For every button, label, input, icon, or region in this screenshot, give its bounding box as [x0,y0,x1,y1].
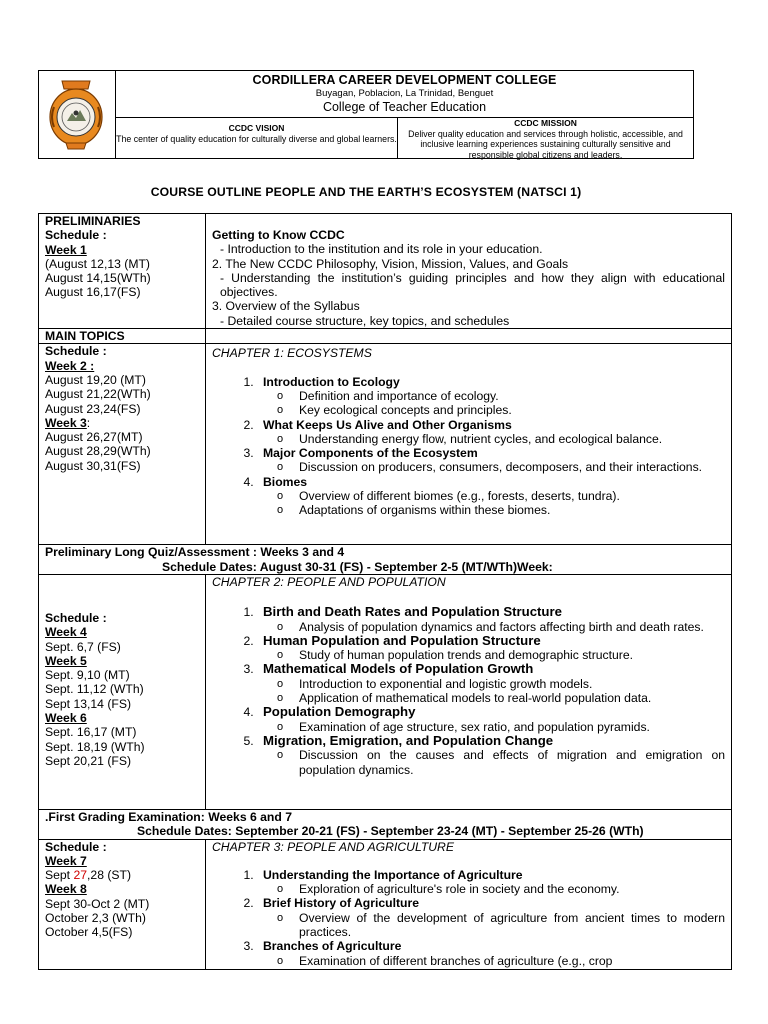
week-label: Week 4 [45,625,87,640]
date-line: Sept. 9,10 (MT) [45,668,130,683]
topic-title: Branches of Agriculture [263,939,402,954]
date-highlight: 27 [73,868,88,883]
date-line: Sept 30-Oct 2 (MT) [45,896,150,911]
table-row [39,329,732,344]
first-exam-cell [39,809,732,839]
mission-heading: CCDC MISSION [514,118,577,128]
subtopic: o Adaptations of organisms within these biomes. [299,503,725,517]
list-item [257,375,725,418]
subtopic: o Overview of the development of agriculture from ancient times to modern practices. [299,911,725,940]
subtopic: o Exploration of agriculture's role in society and the economy. [299,882,725,896]
exam-line: Preliminary Long Quiz/Assessment : Weeks 3 and 4 [45,545,345,560]
date-suffix: ,28 (ST) [87,868,132,883]
document-header [38,70,694,159]
subtopic: o Overview of different biomes (e.g., forests, deserts, tundra). [299,489,725,503]
empty-cell [206,329,732,344]
course-outline-table [38,213,732,970]
date-line: August 19,20 (MT) [45,372,146,387]
date-line: August 14,15(WTh) [45,271,151,286]
content-line: 3. Overview of the Syllabus [212,299,360,314]
topic-title: Major Components of the Ecosystem [263,446,478,461]
topic-title: Understanding the Importance of Agriculture [263,867,523,882]
subtopic: o Examination of age structure, sex ratio, and population pyramids. [299,720,725,734]
mission-cell [398,118,693,158]
table-row [39,809,732,839]
list-item [257,634,725,663]
list-item [257,418,725,447]
topic-list [212,605,725,777]
date-line: Sept. 18,19 (WTh) [45,739,145,754]
list-item [257,868,725,897]
subtopic: o Study of human population trends and demographic structure. [299,648,725,662]
college-title-area [116,71,693,118]
date-line: Sept 13,14 (FS) [45,696,132,711]
subtopic: o Key ecological concepts and principles. [299,403,725,417]
week-label: Week 3 [45,415,87,430]
schedule-label: Schedule : [45,839,107,854]
department-name: College of Teacher Education [322,100,487,114]
date-line: Sept. 6,7 (FS) [45,639,121,654]
schedule-label: Schedule : [45,228,107,243]
main-topics-label: MAIN TOPICS [45,329,125,344]
schedule-label: Schedule : [45,610,107,625]
prelim-schedule-cell [39,214,206,329]
week-label: Week 2 : [45,358,95,373]
list-item [257,896,725,939]
date-line: August 21,22(WTh) [45,387,151,402]
topic-title: Population Demography [263,704,416,720]
college-seal-logo [48,77,104,153]
date-line: August 23,24(FS) [45,401,141,416]
list-item [257,475,725,518]
logo-cell [39,71,116,158]
table-row [39,214,732,329]
table-row [39,344,732,545]
subtopic: o Application of mathematical models to real-world population data. [299,691,725,705]
week-label: Week 1 [45,242,87,257]
ch2-schedule-cell [39,574,206,809]
topic-title: Brief History of Agriculture [263,896,419,911]
topic-title: Human Population and Population Structure [263,632,541,648]
mission-text: Deliver quality education and services through holistic, accessible, and inclusive learning experiences sustaining culturally sensitive and responsible global citizens and leaders. [408,128,683,160]
list-item [257,939,725,968]
topic-title: Introduction to Ecology [263,374,400,389]
date-line: (August 12,13 (MT) [45,256,150,271]
week-label: Week 8 [45,882,87,897]
date-line: August 26,27(MT) [45,430,143,445]
subtopic: o Definition and importance of ecology. [299,389,725,403]
subtopic: o Examination of different branches of agriculture (e.g., crop [299,954,725,968]
subtopic: o Understanding energy flow, nutrient cycles, and ecological balance. [299,432,725,446]
subtopic: o Discussion on producers, consumers, decomposers, and their interactions. [299,460,725,474]
ch1-schedule-cell [39,344,206,545]
college-address: Buyagan, Poblacion, La Trinidad, Benguet [315,88,494,99]
date-line: October 4,5(FS) [45,925,133,940]
prelim-exam-cell [39,545,732,575]
table-row [39,545,732,575]
date-line: October 2,3 (WTh) [45,911,146,926]
course-title: COURSE OUTLINE PEOPLE AND THE EARTH’S ECOSYSTEM (NATSCI 1) [150,185,582,199]
ch3-schedule-cell [39,839,206,969]
prelim-content-cell [206,214,732,329]
chapter-title: CHAPTER 3: PEOPLE AND AGRICULTURE [212,839,454,854]
ch3-content-cell [206,839,732,969]
content-line: - Detailed course structure, key topics, and schedules [220,313,510,328]
week-label: Week 5 [45,653,87,668]
date-line [45,868,199,882]
prelim-heading: Getting to Know CCDC [212,228,345,242]
content-line: 2. The New CCDC Philosophy, Vision, Mission, Values, and Goals [212,256,569,271]
subtopic: o Introduction to exponential and logistic growth models. [299,677,725,691]
list-item [257,662,725,705]
table-row [39,574,732,809]
vision-cell [116,118,398,158]
schedule-label: Schedule : [45,344,107,359]
topic-title: Mathematical Models of Population Growth [263,661,534,677]
topic-title: Birth and Death Rates and Population Structure [263,604,562,620]
table-row [39,839,732,969]
date-line: August 30,31(FS) [45,458,141,473]
week-label: Week 7 [45,853,87,868]
vision-text: The center of quality education for culturally diverse and global learners. [116,133,397,144]
content-line: - Understanding the institution’s guiding principles and how they align with educational objectives. [220,270,725,300]
exam-line: .First Grading Examination: Weeks 6 and 7 [45,809,292,824]
date-line: August 28,29(WTh) [45,444,151,459]
list-item [257,705,725,734]
list-item [257,734,725,777]
topic-title: What Keeps Us Alive and Other Organisms [263,417,512,432]
date-line: Sept. 11,12 (WTh) [45,682,144,697]
list-item [257,446,725,475]
prelim-label: PRELIMINARIES [45,214,141,228]
topic-list [212,868,725,968]
exam-dates-line: Schedule Dates: August 30-31 (FS) - September 2-5 (MT/WTh)Week: [162,559,553,574]
main-topics-cell [39,329,206,344]
date-prefix: Sept [45,868,74,883]
week-colon: : [86,415,91,430]
content-line: - Introduction to the institution and its role in your education. [220,242,543,257]
date-line: Sept 20,21 (FS) [45,753,132,768]
subtopic: o Analysis of population dynamics and factors affecting birth and death rates. [299,620,725,634]
college-name: CORDILLERA CAREER DEVELOPMENT COLLEGE [252,73,557,87]
subtopic: o Discussion on the causes and effects of migration and emigration on population dynamics. [299,748,725,777]
chapter-title: CHAPTER 1: ECOSYSTEMS [212,346,372,361]
ch1-content-cell [206,344,732,545]
vision-heading: CCDC VISION [228,123,285,133]
topic-list [212,375,725,518]
list-item [257,605,725,634]
ch2-content-cell [206,574,732,809]
date-line: Sept. 16,17 (MT) [45,725,137,740]
topic-title: Migration, Emigration, and Population Change [263,732,554,748]
exam-dates-line: Schedule Dates: September 20-21 (FS) - September 23-24 (MT) - September 25-26 (WTh) [137,824,644,839]
topic-title: Biomes [263,474,308,489]
week-label: Week 6 [45,711,87,726]
date-line: August 16,17(FS) [45,285,141,300]
chapter-title: CHAPTER 2: PEOPLE AND POPULATION [212,574,446,589]
